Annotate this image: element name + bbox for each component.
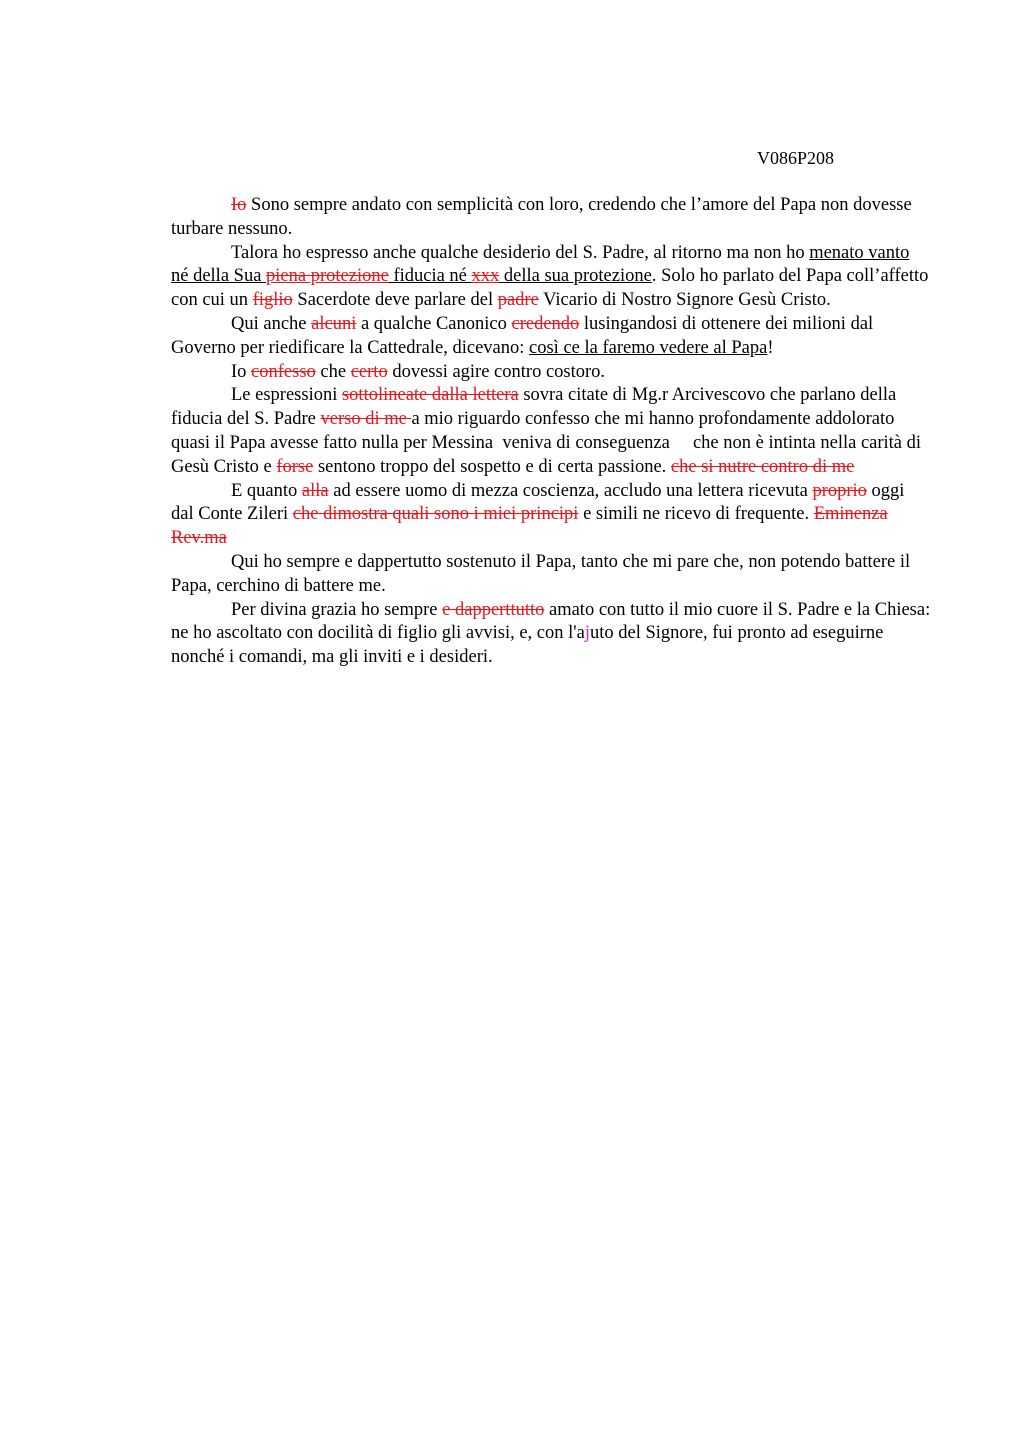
deleted-text: verso di me <box>320 409 412 430</box>
paragraph-text: ad essere uomo di mezza coscienza, accludo una lettera ricevuta <box>328 480 813 501</box>
paragraph-text: Qui anche <box>231 313 312 334</box>
letter-body <box>171 194 931 670</box>
deleted-text: padre <box>497 290 539 311</box>
deleted-text: xxx <box>471 266 500 287</box>
underlined-text: fiducia né <box>388 266 472 287</box>
deleted-text: proprio <box>812 480 867 501</box>
paragraph-7 <box>171 551 931 599</box>
underlined-text: della sua protezione <box>499 266 652 287</box>
paragraph-text: dovessi agire contro costoro. <box>387 361 606 382</box>
deleted-text: e dapperttutto <box>442 599 545 620</box>
paragraph-text: Sacerdote deve parlare del <box>292 290 498 311</box>
paragraph-text: Qui ho sempre e dappertutto sostenuto il Papa, tanto che mi pare che, non potendo battere il Papa, cerchino di battere me. <box>171 551 911 596</box>
paragraph-text: sentono troppo del sospetto e di certa passione. <box>313 456 671 477</box>
underlined-span <box>472 266 500 286</box>
paragraph-2 <box>171 242 931 313</box>
paragraph-text: Sono sempre andato con semplicità con loro, credendo che l’amore del Papa non dovesse turbare nessuno. <box>171 195 912 239</box>
paragraph-text: e simili ne ricevo di frequente. <box>578 504 814 525</box>
paragraph-1 <box>171 194 931 242</box>
paragraph-4 <box>171 361 931 385</box>
paragraph-text: Vicario di Nostro Signore Gesù Cristo. <box>538 290 831 311</box>
page-identifier: V086P208 <box>757 148 835 168</box>
inserted-character: j <box>584 623 590 644</box>
paragraph-text: sovra citate di Mg.r Arcivescovo che parlano della fiducia del S. Padre <box>171 385 897 430</box>
paragraph-text: Per divina grazia ho sempre <box>231 599 443 620</box>
deleted-text: che si nutre contro di me <box>670 456 855 477</box>
paragraph-5 <box>171 384 931 479</box>
paragraph-text: lusingandosi di ottenere dei milioni dal Governo per riedificare la Cattedrale, dicevano: <box>171 313 874 358</box>
paragraph-3 <box>171 313 931 361</box>
paragraph-text: E quanto <box>231 480 302 501</box>
paragraph-text: Talora ho espresso anche qualche desiderio del S. Padre, al ritorno ma non ho <box>231 242 810 263</box>
deleted-text: certo <box>350 361 388 382</box>
deleted-text: confesso <box>251 361 316 382</box>
paragraph-text: oggi dal Conte Zileri <box>171 480 905 525</box>
paragraph-text: ! <box>767 337 774 358</box>
paragraph-text: che <box>315 361 351 382</box>
paragraph-8 <box>171 599 931 670</box>
deleted-text: Eminenza Rev.ma <box>171 504 888 549</box>
underlined-text: menato vanto né della Sua <box>171 242 910 287</box>
deleted-text: alla <box>301 480 329 501</box>
paragraph-text: a qualche Canonico <box>356 313 512 334</box>
deleted-text: che dimostra quali sono i miei principi <box>292 504 579 525</box>
paragraph-text: uto del Signore, fui pronto ad eseguirne nonché i comandi, ma gli inviti e i desideri. <box>171 623 884 668</box>
deleted-text: figlio <box>252 290 293 311</box>
deleted-text: piena protezione <box>266 266 389 287</box>
paragraph-text: amato con tutto il mio cuore il S. Padre e la Chiesa: ne ho ascoltato con docilità di figlio gli avvisi, e, con l'a <box>171 599 931 644</box>
paragraph-text: a mio riguardo confesso che mi hanno profondamente addolorato quasi il Papa avesse fatto nulla per Messina veniva di conseguenza che non è intinta nella carità di Gesù Cristo e <box>171 409 926 477</box>
paragraph-text: Io <box>231 361 252 382</box>
deleted-text: sottolineate dalla lettera <box>341 385 519 406</box>
underlined-span <box>266 266 389 286</box>
underlined-quote: così ce la faremo vedere al Papa <box>529 337 768 358</box>
deleted-text: Io <box>231 195 247 215</box>
deleted-text: forse <box>276 456 314 477</box>
deleted-text: credendo <box>511 313 580 334</box>
paragraph-text: . Solo ho parlato del Papa coll’affetto con cui un <box>171 266 929 311</box>
deleted-text: alcuni <box>311 313 357 334</box>
paragraph-6 <box>171 480 931 551</box>
paragraph-text: Le espressioni <box>231 385 342 406</box>
